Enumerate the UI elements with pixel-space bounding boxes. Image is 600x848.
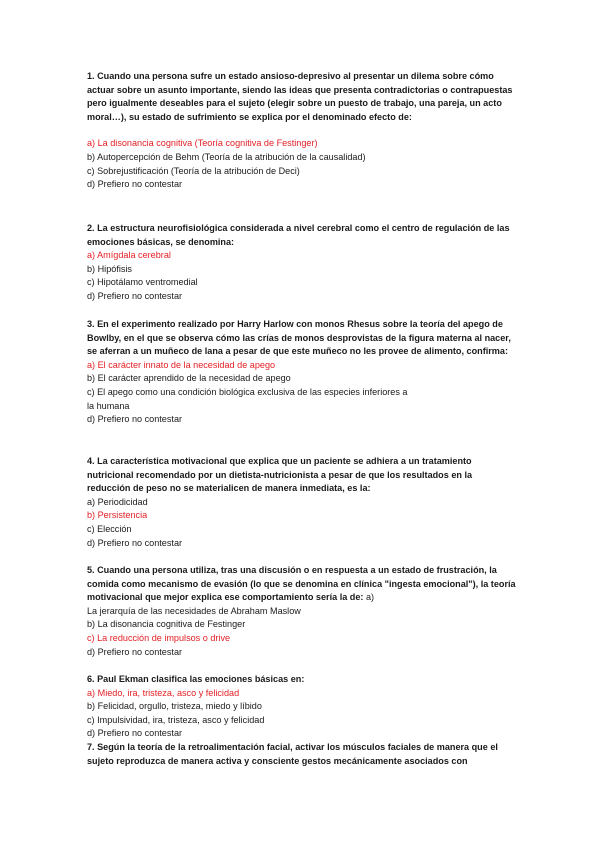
question-stem: 6. Paul Ekman clasifica las emociones básicas en:	[87, 674, 305, 684]
answer-option-d: d) Prefiero no contestar	[87, 646, 183, 657]
answer-option-c-continued: la humana	[87, 400, 130, 411]
answer-option-b: b) Autopercepción de Behm (Teoría de la atribución de la causalidad)	[87, 151, 366, 162]
question-stem: 1. Cuando una persona sufre un estado ansioso-depresivo al presentar un dilema sobre cómo actuar sobre un asunto importante, siendo las ideas que presenta contradictorias o contrapuestas pero igualmente deseables para el sujeto (elegir sobre un puesto de trabajo, una pareja, un acto moral…), su estado de sufrimiento se explica por el denominado efecto de:	[87, 71, 513, 122]
question-4	[87, 455, 517, 550]
answer-option-c: c) Sobrejustificación (Teoría de la atribución de Deci)	[87, 165, 300, 176]
question-stem	[87, 564, 517, 605]
answer-option-b: b) Hipófisis	[87, 263, 132, 274]
question-stem: 2. La estructura neurofisiológica considerada a nivel cerebral como el centro de regulación de las emociones básicas, se denomina:	[87, 223, 510, 247]
question-3	[87, 318, 517, 427]
answer-option-b: b) Felicidad, orgullo, tristeza, miedo y líbido	[87, 701, 262, 712]
answer-option-c: c) Hipotálamo ventromedial	[87, 277, 198, 288]
answer-option-a: La jerarquía de las necesidades de Abraham Maslow	[87, 605, 301, 616]
question-2	[87, 222, 517, 304]
answer-option-b: b) La disonancia cognitiva de Festinger	[87, 619, 246, 630]
answer-option-b: b) El carácter aprendido de la necesidad de apego	[87, 373, 291, 384]
question-7	[87, 741, 517, 768]
question-stem: 4. La característica motivacional que explica que un paciente se adhiera a un tratamiento nutricional recomendado por un dietista-nutricionista a pesar de que los resultados en la reducción de peso no se materialicen de manera inmediata, es la:	[87, 456, 473, 494]
question-6	[87, 673, 517, 741]
question-1	[87, 70, 517, 192]
answer-option-c: c) El apego como una condición biológica exclusiva de las especies inferiores a	[87, 386, 408, 397]
answer-option-a: a) Amígdala cerebral	[87, 250, 171, 261]
answer-option-c: c) Impulsividad, ira, tristeza, asco y felicidad	[87, 714, 265, 725]
answer-option-a: a) La disonancia cognitiva (Teoría cognitiva de Festinger)	[87, 138, 318, 149]
question-5	[87, 564, 517, 659]
answer-option-b: b) Persistencia	[87, 510, 148, 521]
question-stem: 3. En el experimento realizado por Harry Harlow con monos Rhesus sobre la teoría del apego de Bowlby, en el que se observa cómo las crías de monos desprovistas de la figura materna al nacer, se aferran a un muñeco de lana a pesar de que este muñeco no les provee de alimento, confirma:	[87, 319, 511, 357]
answer-option-d: d) Prefiero no contestar	[87, 728, 183, 739]
answer-option-a: a) Periodicidad	[87, 496, 148, 507]
answer-option-c: c) La reducción de impulsos o drive	[87, 632, 231, 643]
question-stem-text: 5. Cuando una persona utiliza, tras una discusión o en respuesta a un estado de frustración, la comida como mecanismo de evasión (lo que se denomina en clínica "ingesta emocional"), la teoría motivacional que mejor explica ese comportamiento sería la de:	[87, 565, 516, 603]
answer-option-d: d) Prefiero no contestar	[87, 537, 183, 548]
answer-option-d: d) Prefiero no contestar	[87, 414, 183, 425]
answer-option-a: a) El carácter innato de la necesidad de apego	[87, 359, 276, 370]
answer-option-a: a) Miedo, ira, tristeza, asco y felicidad	[87, 687, 240, 698]
answer-option-a-marker: a)	[363, 592, 375, 603]
question-stem: 7. Según la teoría de la retroalimentación facial, activar los músculos faciales de manera que el sujeto reproduzca de manera activa y consciente gestos mecánicamente asociados con	[87, 742, 498, 766]
answer-option-c: c) Elección	[87, 523, 132, 534]
answer-option-d: d) Prefiero no contestar	[87, 179, 183, 190]
answer-option-d: d) Prefiero no contestar	[87, 290, 183, 301]
